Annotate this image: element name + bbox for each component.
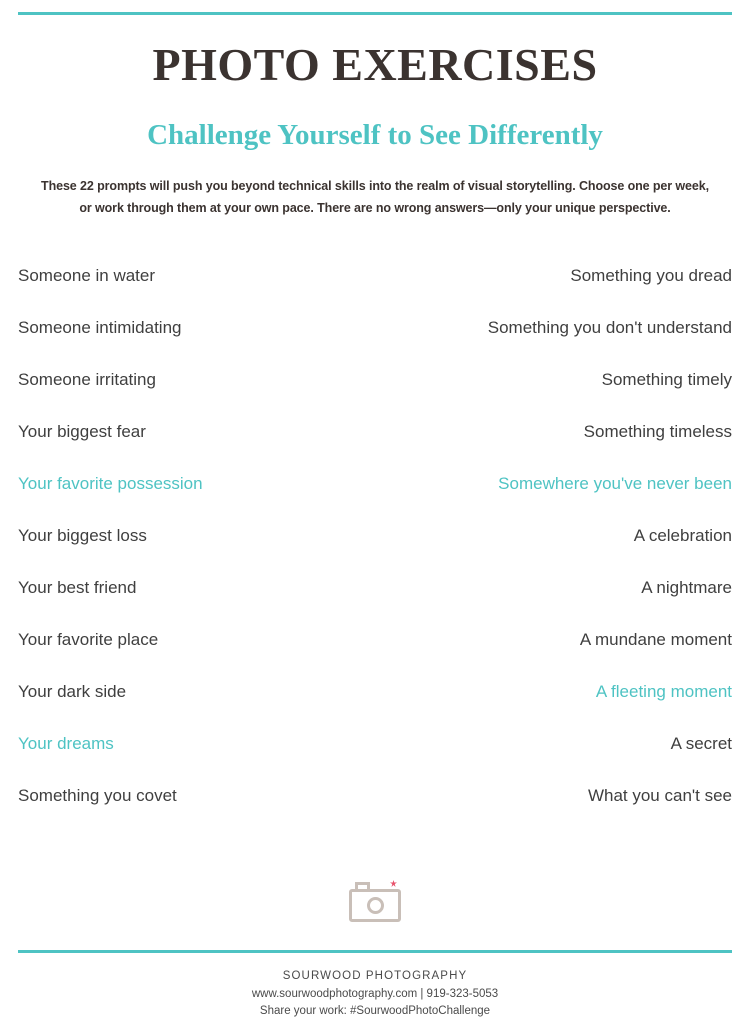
prompt-item: Your biggest fear (18, 422, 146, 442)
prompt-item: Someone irritating (18, 370, 156, 390)
prompt-columns (18, 250, 732, 822)
prompt-item: Someone in water (18, 266, 156, 286)
footer-share: Share your work: #SourwoodPhotoChallenge (259, 1005, 491, 1017)
prompt-column-right (389, 250, 732, 822)
prompt-item: Something you dread (570, 266, 732, 286)
prompt-item: What you can't see (587, 786, 732, 806)
page-subtitle: Challenge Yourself to See Differently (147, 119, 603, 152)
prompt-item: Your dark side (18, 682, 127, 702)
prompt-item: Your favorite possession (18, 474, 203, 494)
prompt-item: A mundane moment (579, 630, 732, 650)
prompt-item: Your best friend (18, 578, 137, 598)
prompt-item: Something timeless (583, 422, 732, 442)
camera-sparkle-icon (390, 880, 397, 887)
top-divider (18, 12, 732, 15)
camera-icon (349, 880, 401, 922)
prompt-item: Your dreams (18, 734, 114, 754)
camera-lens-shape (367, 897, 384, 914)
prompt-item: Your biggest loss (18, 526, 147, 546)
prompt-item: Something timely (601, 370, 732, 390)
prompt-item: Somewhere you've never been (498, 474, 732, 494)
prompt-column-left (18, 250, 361, 822)
intro-paragraph: These 22 prompts will push you beyond technical skills into the realm of visual storytelling. Choose one per week, or work through them at your own pace. There are no wrong answers—only your unique perspective. (41, 179, 709, 215)
camera-logo (0, 880, 750, 927)
prompt-item: A fleeting moment (595, 682, 732, 702)
prompt-item: Something you don't understand (487, 318, 732, 338)
document-page (0, 12, 750, 1030)
prompt-item: Something you covet (18, 786, 177, 806)
prompt-item: Someone intimidating (18, 318, 182, 338)
prompt-item: Your favorite place (18, 630, 159, 650)
page-title: PHOTO EXERCISES (152, 39, 598, 90)
footer-brand: SOURWOOD PHOTOGRAPHY (282, 970, 468, 982)
footer-contact: www.sourwoodphotography.com | 919-323-5053 (251, 988, 499, 1000)
prompt-item: A celebration (633, 526, 732, 546)
footer (0, 970, 750, 1017)
bottom-divider (18, 950, 732, 953)
prompt-item: A secret (670, 734, 732, 754)
prompt-item: A nightmare (641, 578, 732, 598)
